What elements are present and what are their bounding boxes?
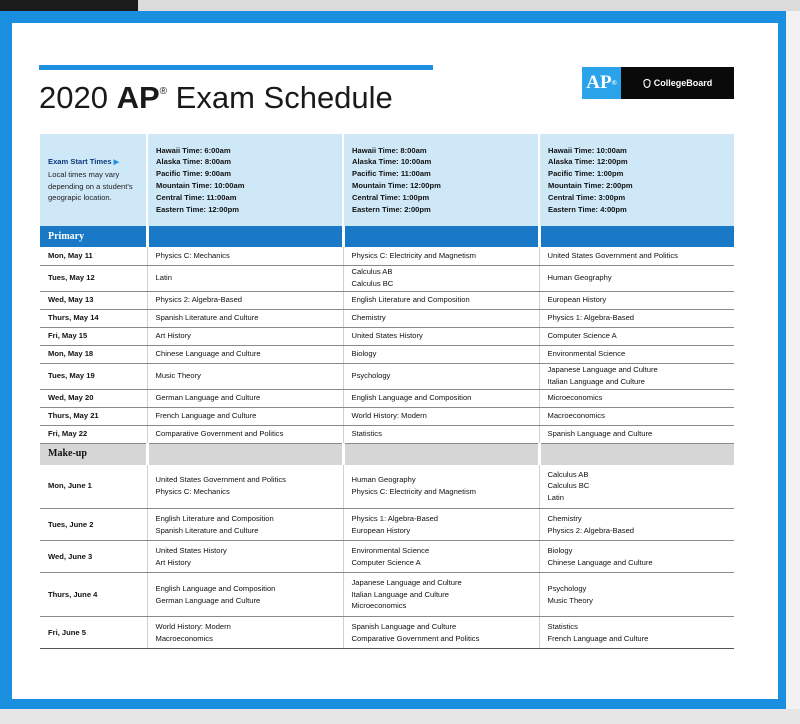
exam-cell — [147, 617, 343, 649]
exam-cell — [343, 265, 539, 291]
exam-name: Comparative Government and Politics — [351, 633, 480, 643]
time-line: Mountain Time: 12:00pm — [352, 181, 441, 190]
exam-name: Latin — [547, 493, 564, 503]
row-date: Fri, June 5 — [40, 617, 147, 649]
exam-name: Physics 1: Algebra-Based — [547, 313, 635, 323]
exam-cell — [539, 309, 734, 327]
table-row — [40, 291, 734, 309]
time-line: Alaska Time: 8:00am — [156, 157, 231, 167]
exam-cell — [147, 327, 343, 345]
title-rest: Exam Schedule — [175, 80, 393, 115]
section-label: Make-up — [40, 443, 147, 465]
exam-name: Latin — [155, 273, 172, 283]
exam-start-times-label — [48, 156, 146, 169]
table-row — [40, 363, 734, 389]
exam-cell — [343, 309, 539, 327]
row-date: Wed, June 3 — [40, 541, 147, 573]
exam-name: Biology — [547, 545, 573, 555]
time-line: Alaska Time: 12:00pm — [548, 157, 628, 167]
collegeboard-logo — [621, 67, 734, 99]
exam-name: United States History — [155, 545, 227, 555]
exam-cell — [147, 541, 343, 573]
table-row — [40, 509, 734, 541]
section-label: Primary — [40, 226, 147, 247]
exam-name: English Language and Composition — [155, 583, 276, 593]
title-registered-mark: ® — [159, 86, 168, 97]
exam-cell — [539, 541, 734, 573]
exam-cell — [539, 465, 734, 509]
row-date: Tues, June 2 — [40, 509, 147, 541]
time-line: Pacific Time: 1:00pm — [548, 169, 624, 179]
exam-name: French Language and Culture — [155, 411, 257, 421]
table-row — [40, 247, 734, 265]
local-time-note: Local times may vary depending on a student's geograpic location. — [48, 169, 133, 203]
time-line: Mountain Time: 2:00pm — [548, 181, 633, 190]
time-slot-2 — [343, 134, 539, 226]
table-row — [40, 407, 734, 425]
exam-cell — [343, 407, 539, 425]
exam-cell — [343, 509, 539, 541]
exam-name: Physics 2: Algebra-Based — [547, 525, 635, 535]
exam-cell — [343, 327, 539, 345]
exam-start-times-text: Exam Start Times — [48, 156, 112, 166]
row-date: Fri, May 15 — [40, 327, 147, 345]
row-date: Wed, May 20 — [40, 389, 147, 407]
exam-cell — [147, 309, 343, 327]
exam-cell — [343, 465, 539, 509]
header-label-cell — [40, 134, 147, 226]
exam-cell — [343, 291, 539, 309]
time-line: Pacific Time: 11:00am — [352, 169, 431, 179]
exam-name: Psychology — [351, 371, 391, 381]
exam-cell — [147, 425, 343, 443]
title-year: 2020 — [39, 80, 108, 115]
row-date: Mon, June 1 — [40, 465, 147, 509]
exam-name: Microeconomics — [351, 601, 407, 611]
time-line: Alaska Time: 10:00am — [352, 157, 432, 167]
exam-name: Music Theory — [547, 595, 593, 605]
row-date: Wed, May 13 — [40, 291, 147, 309]
ap-collegeboard-logo — [582, 67, 734, 99]
section-spacer — [343, 226, 539, 247]
exam-name: Physics C: Electricity and Magnetism — [351, 250, 476, 260]
exam-cell — [539, 573, 734, 617]
section-spacer — [147, 443, 343, 465]
exam-name: Human Geography — [547, 273, 612, 283]
time-line: Hawaii Time: 6:00am — [156, 145, 231, 155]
exam-cell — [343, 345, 539, 363]
exam-name: Environmental Science — [547, 349, 626, 359]
exam-cell — [539, 265, 734, 291]
time-line: Eastern Time: 12:00pm — [156, 204, 240, 214]
exam-name: Statistics — [351, 429, 382, 439]
exam-name: Chinese Language and Culture — [155, 349, 261, 359]
time-line: Central Time: 11:00am — [156, 192, 237, 202]
exam-name: Italian Language and Culture — [547, 377, 646, 386]
exam-name: Japanese Language and Culture — [351, 577, 462, 587]
exam-name: German Language and Culture — [155, 595, 261, 605]
table-row — [40, 573, 734, 617]
exam-cell — [147, 363, 343, 389]
section-spacer — [539, 443, 734, 465]
exam-name: Spanish Language and Culture — [547, 429, 653, 439]
exam-cell — [539, 509, 734, 541]
exam-name: Computer Science A — [547, 331, 617, 341]
exam-name: Chemistry — [351, 313, 386, 323]
exam-name: Human Geography — [351, 475, 416, 485]
table-row — [40, 541, 734, 573]
exam-name: Macroeconomics — [547, 411, 605, 421]
time-line: Mountain Time: 10:00am — [156, 181, 245, 190]
exam-name: Microeconomics — [547, 393, 603, 403]
exam-cell — [539, 617, 734, 649]
row-date: Mon, May 18 — [40, 345, 147, 363]
exam-name: Physics 1: Algebra-Based — [351, 513, 439, 523]
row-date: Thurs, May 14 — [40, 309, 147, 327]
exam-name: Music Theory — [155, 371, 201, 381]
exam-cell — [147, 265, 343, 291]
exam-cell — [539, 327, 734, 345]
exam-name: English Literature and Composition — [351, 295, 470, 305]
row-date: Fri, May 22 — [40, 425, 147, 443]
exam-cell — [539, 363, 734, 389]
exam-name: United States History — [351, 331, 423, 341]
exam-name: Macroeconomics — [155, 633, 213, 643]
exam-name: Spanish Language and Culture — [351, 621, 457, 631]
section-spacer — [343, 443, 539, 465]
exam-name: Physics C: Mechanics — [155, 487, 230, 497]
exam-cell — [147, 573, 343, 617]
table-row — [40, 327, 734, 345]
exam-name: Calculus BC — [547, 481, 590, 491]
exam-name: Chinese Language and Culture — [547, 557, 653, 567]
time-line: Hawaii Time: 10:00am — [548, 145, 627, 155]
exam-cell — [343, 573, 539, 617]
title-accent-bar — [39, 65, 433, 70]
exam-name: Physics 2: Algebra-Based — [155, 295, 243, 305]
exam-cell — [147, 291, 343, 309]
time-line: Pacific Time: 9:00am — [156, 169, 231, 179]
exam-name: Spanish Literature and Culture — [155, 525, 259, 535]
exam-cell — [343, 617, 539, 649]
time-line: Eastern Time: 2:00pm — [352, 204, 431, 214]
acorn-icon — [643, 78, 651, 88]
row-date: Tues, May 19 — [40, 363, 147, 389]
table-row — [40, 425, 734, 443]
exam-cell — [147, 389, 343, 407]
exam-name: Physics C: Mechanics — [155, 250, 230, 260]
exam-name: Spanish Literature and Culture — [155, 313, 259, 323]
section-row-makeup — [40, 443, 734, 465]
section-row-primary — [40, 226, 734, 247]
ap-logo-text: AP — [586, 72, 612, 93]
right-edge-strip — [786, 11, 800, 724]
row-date: Tues, May 12 — [40, 265, 147, 291]
triangle-right-icon: ▶ — [113, 158, 119, 166]
exam-name: Italian Language and Culture — [351, 589, 450, 599]
time-line: Central Time: 1:00pm — [352, 192, 430, 202]
exam-name: Biology — [351, 349, 377, 359]
exam-name: English Language and Composition — [351, 393, 472, 403]
ap-logo-mark: ® — [611, 79, 617, 87]
time-line: Central Time: 3:00pm — [548, 192, 626, 202]
exam-name: Calculus AB — [351, 267, 393, 277]
exam-cell — [343, 363, 539, 389]
exam-cell — [539, 291, 734, 309]
exam-name: Statistics — [547, 621, 578, 631]
exam-schedule-table — [40, 134, 734, 649]
table-row — [40, 617, 734, 649]
exam-name: Comparative Government and Politics — [155, 429, 284, 439]
header-row — [40, 134, 734, 226]
exam-cell — [343, 247, 539, 265]
exam-cell — [539, 247, 734, 265]
exam-cell — [343, 425, 539, 443]
row-date: Thurs, June 4 — [40, 573, 147, 617]
exam-name: Art History — [155, 331, 191, 341]
exam-name: United States Government and Politics — [155, 475, 286, 485]
row-date: Thurs, May 21 — [40, 407, 147, 425]
exam-name: Japanese Language and Culture — [547, 365, 658, 375]
exam-name: European History — [351, 525, 411, 535]
exam-name: Physics C: Electricity and Magnetism — [351, 487, 476, 497]
table-row — [40, 265, 734, 291]
table-row — [40, 309, 734, 327]
exam-name: Calculus AB — [547, 469, 589, 479]
exam-cell — [147, 247, 343, 265]
table-row — [40, 345, 734, 363]
ap-logo — [582, 67, 621, 99]
exam-cell — [539, 407, 734, 425]
time-line: Eastern Time: 4:00pm — [548, 204, 627, 214]
exam-name: Computer Science A — [351, 557, 421, 567]
title-ap: AP — [116, 80, 160, 115]
exam-name: Environmental Science — [351, 545, 430, 555]
exam-name: Chemistry — [547, 513, 582, 523]
section-spacer — [539, 226, 734, 247]
exam-name: Calculus BC — [351, 279, 394, 288]
table-row — [40, 465, 734, 509]
exam-name: European History — [547, 295, 607, 305]
time-slot-1 — [147, 134, 343, 226]
time-line: Hawaii Time: 8:00am — [352, 145, 427, 155]
exam-name: World History: Modern — [351, 411, 427, 421]
exam-name: Psychology — [547, 583, 587, 593]
exam-cell — [539, 425, 734, 443]
top-dark-bar — [0, 0, 138, 11]
exam-cell — [539, 345, 734, 363]
exam-name: English Literature and Composition — [155, 513, 274, 523]
exam-name: World History: Modern — [155, 621, 231, 631]
exam-cell — [539, 389, 734, 407]
time-slot-3 — [539, 134, 734, 226]
collegeboard-logo-text: CollegeBoard — [653, 78, 713, 88]
exam-cell — [147, 465, 343, 509]
section-spacer — [147, 226, 343, 247]
exam-name: Art History — [155, 557, 191, 567]
exam-name: United States Government and Politics — [547, 250, 678, 260]
bottom-edge-strip — [0, 709, 800, 724]
exam-cell — [343, 541, 539, 573]
exam-cell — [147, 345, 343, 363]
exam-cell — [343, 389, 539, 407]
exam-name: French Language and Culture — [547, 633, 649, 643]
exam-cell — [147, 509, 343, 541]
exam-name: German Language and Culture — [155, 393, 261, 403]
exam-cell — [147, 407, 343, 425]
page-title — [39, 80, 393, 116]
row-date: Mon, May 11 — [40, 247, 147, 265]
table-row — [40, 389, 734, 407]
